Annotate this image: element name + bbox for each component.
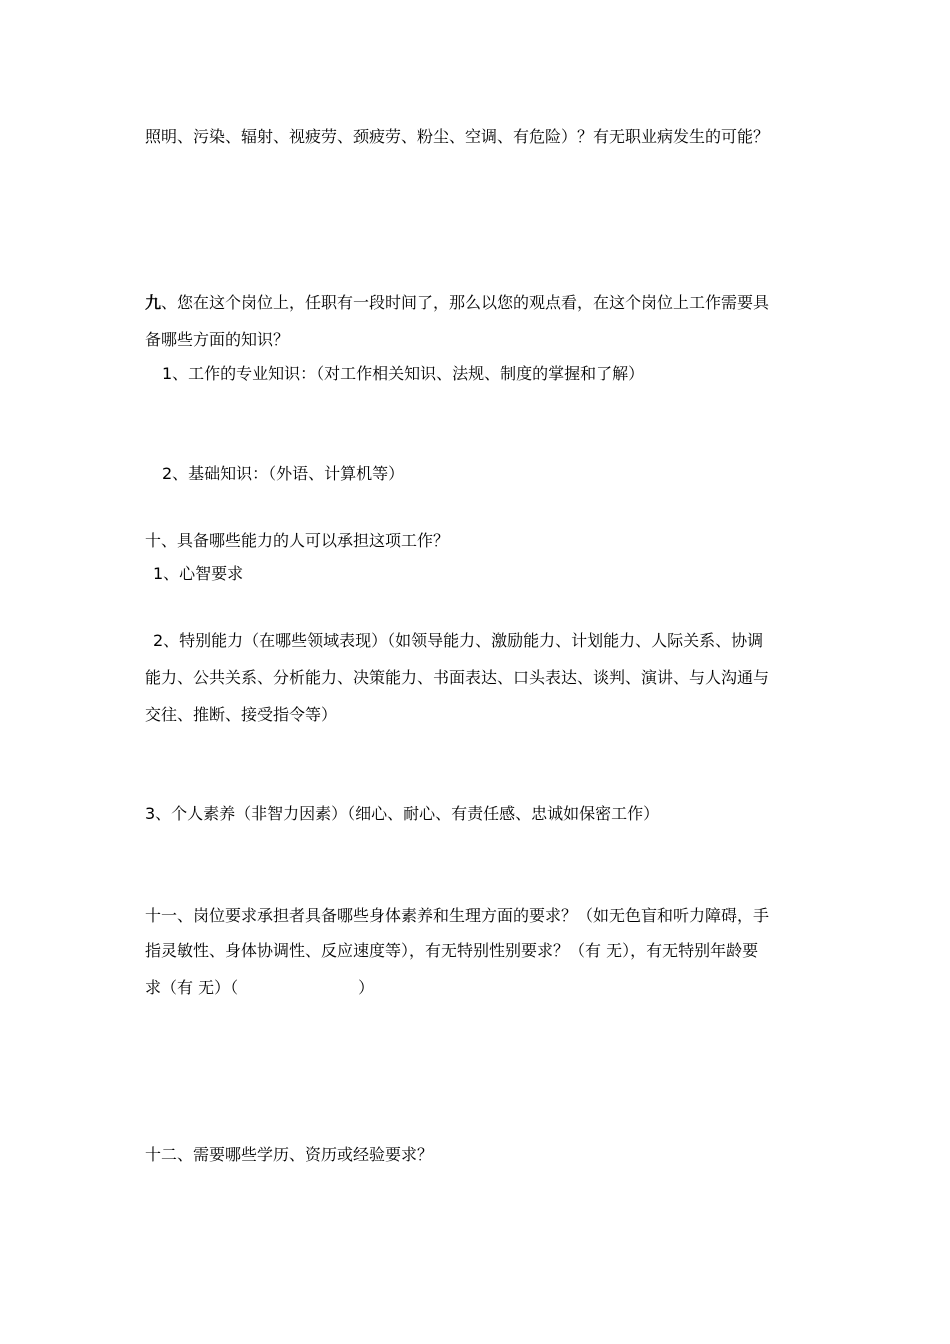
previous-question-continuation: 照明、污染、辐射、视疲劳、颈疲劳、粉尘、空调、有危险）？有无职业病发生的可能？ xyxy=(145,127,770,146)
question-10-item-2-line-1: 2、特别能力（在哪些领域表现）（如领导能力、激励能力、计划能力、人际关系、协调 xyxy=(153,631,764,650)
question-10-item-1: 1、心智要求 xyxy=(153,564,244,583)
question-10-item-3: 3、个人素养（非智力因素）（细心、耐心、有责任感、忠诚如保密工作） xyxy=(145,804,660,823)
question-9-item-1: 1、工作的专业知识：（对工作相关知识、法规、制度的掌握和了解） xyxy=(162,364,645,383)
question-9-item-2: 2、基础知识：（外语、计算机等） xyxy=(162,464,405,483)
question-11-line-1: 十一、岗位要求承担者具备哪些身体素养和生理方面的要求？（如无色盲和听力障碍，手 xyxy=(145,906,770,925)
question-11-line-2: 指灵敏性、身体协调性、反应速度等），有无特别性别要求？（有 无），有无特别年龄要 xyxy=(145,941,759,960)
question-9-line-2: 备哪些方面的知识？ xyxy=(145,330,290,349)
question-9-number: 九 xyxy=(145,293,162,312)
question-11-line-3 xyxy=(145,978,374,998)
question-10-title: 十、具备哪些能力的人可以承担这项工作？ xyxy=(145,531,450,550)
question-12-title: 十二、需要哪些学历、资历或经验要求？ xyxy=(145,1145,434,1164)
question-9-line-1 xyxy=(145,293,769,313)
question-10-item-2-line-2: 能力、公共关系、分析能力、决策能力、书面表达、口头表达、谈判、演讲、与人沟通与 xyxy=(145,668,770,687)
question-10-item-2-line-3: 交往、推断、接受指令等） xyxy=(145,705,338,724)
question-11-line-3-end: ） xyxy=(358,978,375,997)
question-11-line-3-start: 求（有 无）（ xyxy=(145,978,239,997)
question-9-text: 、您在这个岗位上，任职有一段时间了，那么以您的观点看，在这个岗位上工作需要具 xyxy=(161,293,770,312)
